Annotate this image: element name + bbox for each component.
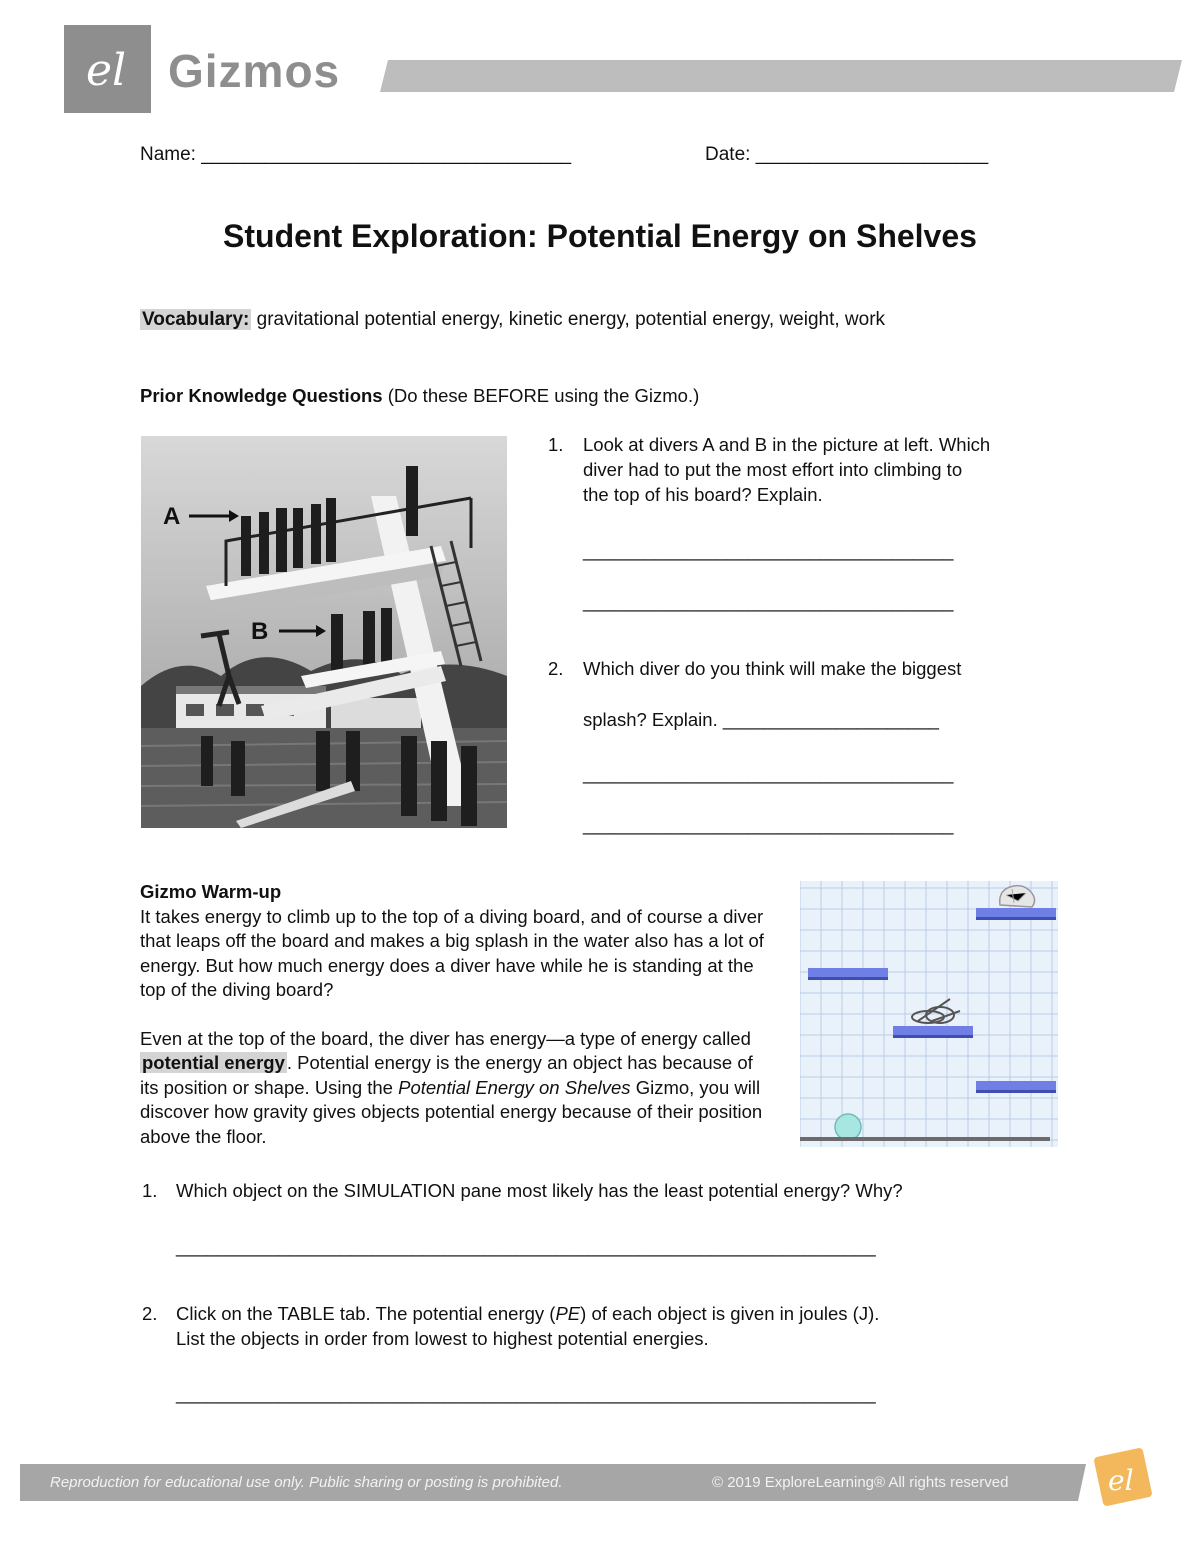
warmup-question-1-answer-line[interactable]: ____________________________________________________________________ [176, 1236, 876, 1257]
prior-question-2-line: Which diver do you think will make the biggest [583, 658, 962, 679]
prior-question-2-text [583, 656, 1063, 732]
gizmos-logo-mark [64, 25, 151, 113]
warmup-question-2-line [176, 1301, 1076, 1326]
warmup-question-2-number: 2. [142, 1303, 158, 1324]
diver-a-label: A [163, 503, 181, 530]
prior-knowledge-title: Prior Knowledge Questions [140, 385, 383, 406]
footer-logo-text: el [1108, 1464, 1134, 1497]
warmup-paragraph-1: It takes energy to climb up to the top of a diving board, and of course a diver that leaps off the board and makes a big splash in the water also has a lot of energy. But how much energy does a diver have while he is standing at the top of the diving board? [140, 905, 764, 1000]
prior-question-1-line: the top of his board? Explain. [583, 484, 823, 505]
shelf-lower-right [976, 1081, 1056, 1093]
diver-b-label: B [251, 618, 269, 645]
prior-question-2-answer-line[interactable]: ____________________________________ [583, 763, 954, 784]
shelf-left [808, 968, 888, 980]
gizmo-warmup-section [140, 880, 780, 1149]
warmup-question-2-line: List the objects in order from lowest to highest potential energies. [176, 1328, 709, 1349]
warmup-text: Click on the TABLE tab. The potential energy ( [176, 1303, 556, 1324]
prior-knowledge-heading [140, 385, 699, 407]
prior-knowledge-note: (Do these BEFORE using the Gizmo.) [382, 385, 700, 406]
prior-question-2-line: splash? Explain. _____________________ [583, 709, 939, 730]
vocabulary-line [140, 309, 885, 331]
footer-disclaimer: Reproduction for educational use only. Public sharing or posting is prohibited. [50, 1474, 563, 1491]
prior-question-1-answer-line[interactable]: ____________________________________ [583, 540, 954, 561]
footer-copyright: © 2019 ExploreLearning® All rights reserved [712, 1474, 1009, 1491]
prior-question-1-number: 1. [548, 434, 564, 455]
name-field[interactable]: Name: ___________________________________ [140, 144, 572, 165]
potential-energy-term: potential energy [142, 1052, 285, 1073]
header-bar [380, 60, 1182, 92]
vocabulary-terms: gravitational potential energy, kinetic energy, potential energy, weight, work [251, 309, 886, 330]
explorelearning-logo-icon [1092, 1446, 1154, 1508]
warmup-text: . Potential energy is the energy an object has because of its position or shape. Using the [140, 1052, 753, 1098]
prior-question-2-answer-line[interactable]: ____________________________________ [583, 814, 954, 835]
gizmo-name: Potential Energy on Shelves [398, 1076, 631, 1098]
pe-abbrev: PE [555, 1303, 581, 1324]
prior-question-2-number: 2. [548, 658, 564, 679]
page-title: Student Exploration: Potential Energy on Shelves [223, 218, 977, 254]
prior-question-1-line: Look at divers A and B in the picture at left. Which [583, 434, 991, 455]
warmup-text: Even at the top of the board, the diver has energy—a type of energy called [140, 1027, 751, 1049]
warmup-paragraph-2 [140, 1027, 775, 1150]
prior-question-1-line: diver had to put the most effort into climbing to [583, 459, 963, 480]
date-field[interactable]: Date: ______________________ [705, 144, 989, 165]
ball-object [835, 1114, 861, 1140]
warmup-text: ) of each object is given in joules (J). [580, 1303, 880, 1324]
warmup-heading: Gizmo Warm-up [140, 881, 282, 902]
warmup-text: Gizmo, you will discover how gravity gives objects potential energy because of their position above the floor. [140, 1076, 763, 1147]
prior-question-1-text [583, 432, 1063, 507]
brand-name: Gizmos [168, 45, 341, 97]
diving-board-photo [141, 436, 507, 828]
prior-question-1-answer-line[interactable]: ____________________________________ [583, 591, 954, 612]
shelf-top-right [976, 908, 1056, 920]
warmup-question-2-answer-line[interactable]: ____________________________________________________________________ [176, 1383, 876, 1404]
vocabulary-label: Vocabulary: [142, 309, 250, 330]
warmup-question-2-text [176, 1301, 1076, 1351]
warmup-question-1-number: 1. [142, 1180, 158, 1201]
warmup-question-1-text: Which object on the SIMULATION pane most likely has the least potential energy? Why? [176, 1180, 903, 1201]
logo-mark-text: el [86, 45, 127, 96]
shelf-middle [893, 1026, 973, 1038]
simulation-pane-image [800, 881, 1058, 1147]
